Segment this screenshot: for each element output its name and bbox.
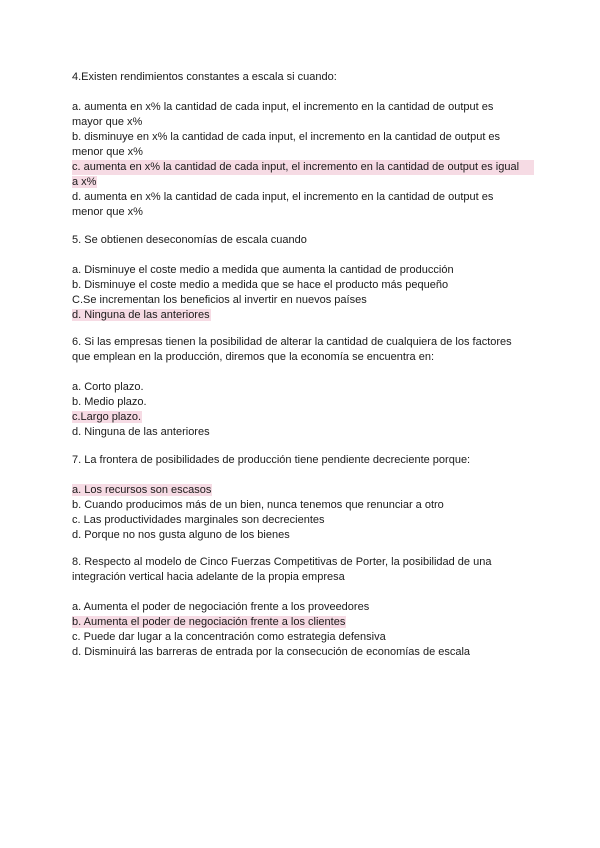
option-c: c. Puede dar lugar a la concentración como estrategia defensiva: [72, 631, 386, 643]
option-d: d. Ninguna de las anteriores: [72, 426, 210, 438]
question-prompt: 6. Si las empresas tienen la posibilidad de alterar la cantidad de cualquiera de los factores: [72, 336, 512, 348]
option-c-highlighted: [72, 160, 534, 190]
question-4: [72, 70, 534, 220]
option-text: menor que x%: [72, 206, 143, 218]
option-b: b. Medio plazo.: [72, 396, 147, 408]
option-a-highlighted: a. Los recursos son escasos: [72, 484, 212, 496]
question-6: [72, 335, 534, 440]
question-prompt: 4.Existen rendimientos constantes a escala si cuando:: [72, 71, 337, 83]
question-prompt: que emplean en la producción, diremos que la economía se encuentra en:: [72, 351, 435, 363]
option-a: [72, 100, 534, 130]
question-prompt: 7. La frontera de posibilidades de producción tiene pendiente decreciente porque:: [72, 454, 471, 466]
question-7: [72, 453, 534, 543]
option-a: a. Disminuye el coste medio a medida que aumenta la cantidad de producción: [72, 264, 454, 276]
option-b: b. Disminuye el coste medio a medida que se hace el producto más pequeño: [72, 279, 449, 291]
option-text: b. disminuye en x% la cantidad de cada input, el incremento en la cantidad de output es: [72, 131, 501, 143]
option-text: d. aumenta en x% la cantidad de cada input, el incremento en la cantidad de output es: [72, 191, 494, 203]
option-b: [72, 130, 534, 160]
question-prompt: integración vertical hacia adelante de la propia empresa: [72, 571, 345, 583]
option-d-highlighted: d. Ninguna de las anteriores: [72, 309, 210, 321]
option-text: a. aumenta en x% la cantidad de cada input, el incremento en la cantidad de output es: [72, 101, 494, 113]
option-d: d. Porque no nos gusta alguno de los bienes: [72, 529, 290, 541]
option-b-highlighted: b. Aumenta el poder de negociación frente a los clientes: [72, 616, 346, 628]
question-prompt: 8. Respecto al modelo de Cinco Fuerzas Competitivas de Porter, la posibilidad de una: [72, 556, 492, 568]
question-prompt: 5. Se obtienen deseconomías de escala cuando: [72, 234, 307, 246]
option-a: a. Aumenta el poder de negociación frente a los proveedores: [72, 601, 370, 613]
option-d: d. Disminuirá las barreras de entrada por la consecución de economías de escala: [72, 646, 471, 658]
option-d: [72, 190, 534, 220]
option-b: b. Cuando producimos más de un bien, nunca tenemos que renunciar a otro: [72, 499, 444, 511]
question-8: [72, 555, 534, 660]
option-text: menor que x%: [72, 146, 143, 158]
option-c: C.Se incrementan los beneficios al invertir en nuevos países: [72, 294, 367, 306]
option-text: c. aumenta en x% la cantidad de cada input, el incremento en la cantidad de output es igual: [72, 160, 534, 175]
option-a: a. Corto plazo.: [72, 381, 144, 393]
option-c: c. Las productividades marginales son decrecientes: [72, 514, 325, 526]
option-c-highlighted: c.Largo plazo.: [72, 411, 142, 423]
option-text: mayor que x%: [72, 116, 143, 128]
question-5: [72, 233, 534, 323]
option-text: a x%: [72, 176, 97, 188]
